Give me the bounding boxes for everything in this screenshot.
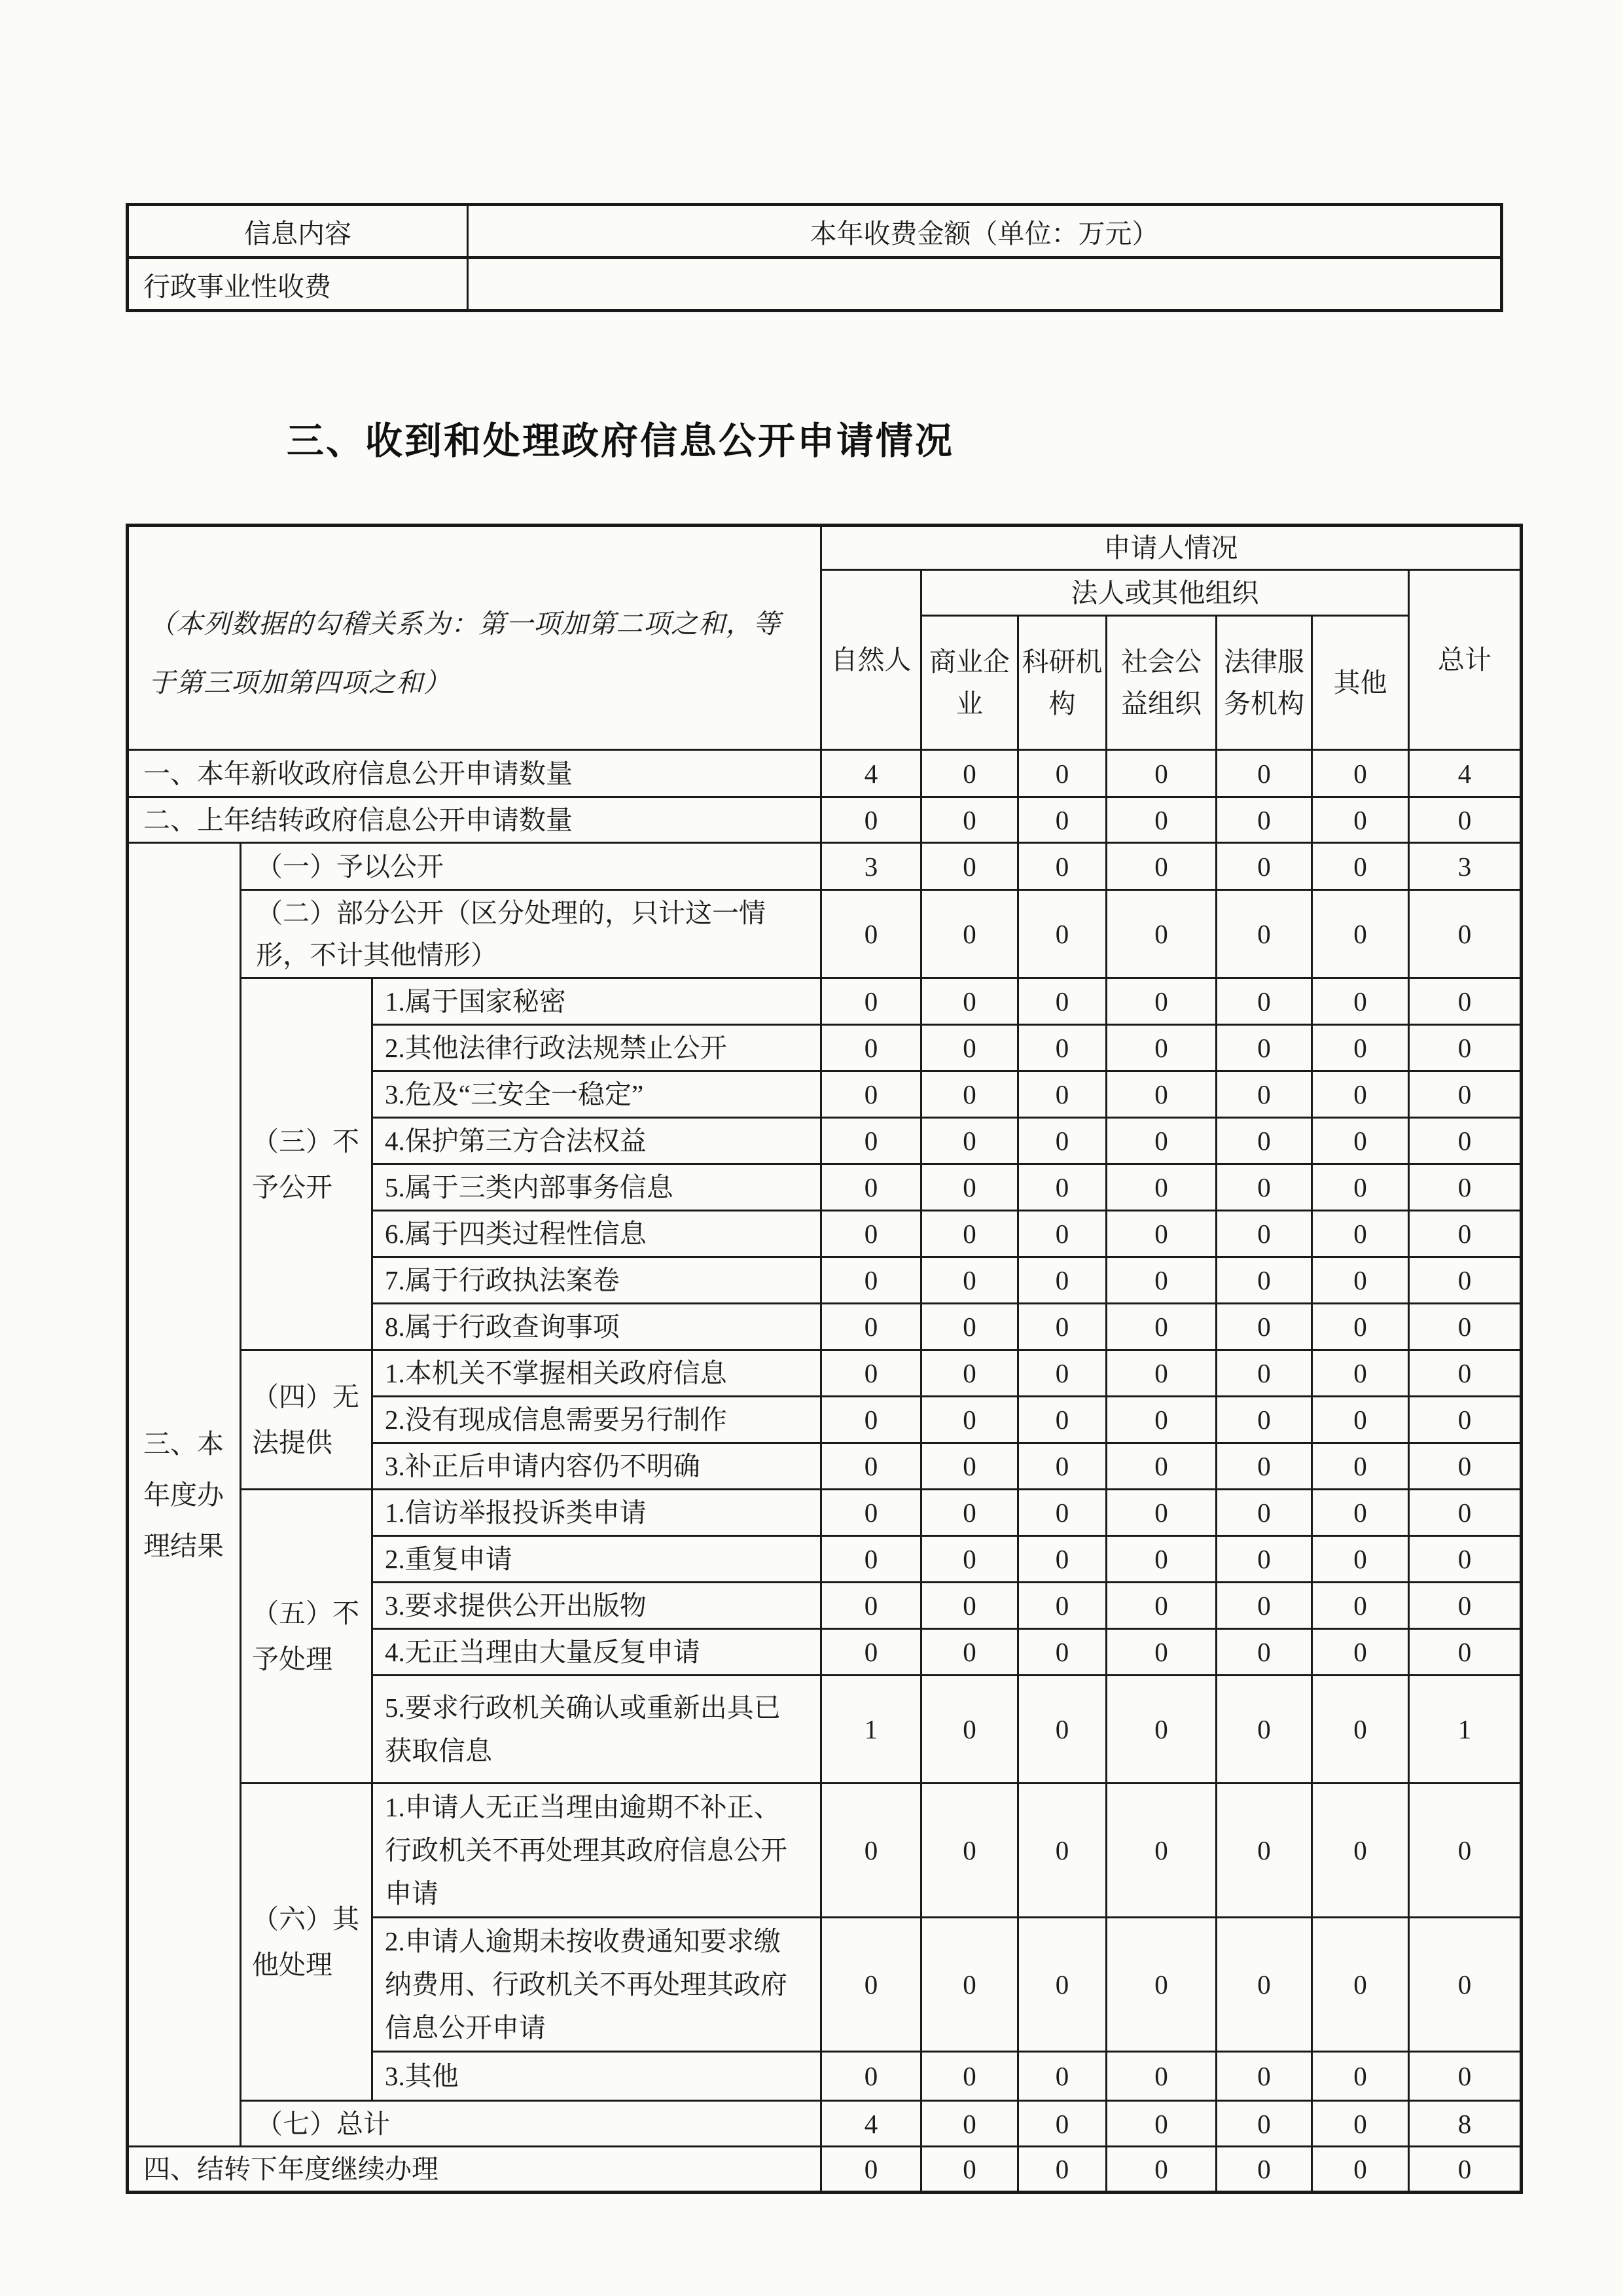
- sub-item-label: 5.属于三类内部事务信息: [372, 1164, 821, 1211]
- table-row: [128, 2101, 1522, 2147]
- value-cell: 0: [921, 2101, 1018, 2147]
- value-cell: 0: [1107, 1629, 1217, 1676]
- value-cell: 0: [1217, 1629, 1312, 1676]
- value-cell: 0: [1217, 843, 1312, 890]
- table-row: [128, 750, 1522, 797]
- value-cell: 0: [921, 978, 1018, 1025]
- value-cell: 0: [1107, 1583, 1217, 1629]
- value-cell: 0: [1107, 2147, 1217, 2193]
- sub-item-label: 4.保护第三方合法权益: [372, 1118, 821, 1164]
- value-cell: 0: [1312, 1583, 1409, 1629]
- value-cell: 0: [1018, 2052, 1107, 2101]
- value-cell: 0: [1018, 1784, 1107, 1918]
- fee-table-header-row: [128, 205, 1502, 258]
- value-cell: 0: [821, 1536, 921, 1583]
- value-cell: 0: [1217, 890, 1312, 978]
- value-cell: 0: [1217, 2052, 1312, 2101]
- col-header-total: 总计: [1409, 570, 1522, 750]
- value-cell: 0: [1409, 1536, 1522, 1583]
- value-cell: 0: [1018, 1118, 1107, 1164]
- value-cell: 0: [1018, 1918, 1107, 2052]
- value-cell: 1: [1409, 1676, 1522, 1784]
- value-cell: 0: [1409, 1350, 1522, 1397]
- table-row: [128, 843, 1522, 890]
- value-cell: 0: [1018, 890, 1107, 978]
- value-cell: 0: [1409, 1304, 1522, 1350]
- value-cell: 0: [1312, 1397, 1409, 1443]
- value-cell: 0: [1409, 1443, 1522, 1490]
- value-cell: 0: [1312, 1536, 1409, 1583]
- value-cell: 4: [1409, 750, 1522, 797]
- value-cell: 0: [821, 1784, 921, 1918]
- value-cell: 0: [821, 1629, 921, 1676]
- value-cell: 0: [821, 1025, 921, 1071]
- value-cell: 0: [1312, 797, 1409, 843]
- value-cell: 0: [921, 797, 1018, 843]
- value-cell: 0: [1018, 1676, 1107, 1784]
- application-table: [126, 524, 1523, 2194]
- sub-item-label: 2.其他法律行政法规禁止公开: [372, 1025, 821, 1071]
- sub-item-label: 2.没有现成信息需要另行制作: [372, 1397, 821, 1443]
- value-cell: 0: [1217, 750, 1312, 797]
- value-cell: 0: [1018, 1536, 1107, 1583]
- value-cell: 0: [1217, 978, 1312, 1025]
- value-cell: 0: [821, 1397, 921, 1443]
- col-header-other: 其他: [1312, 616, 1409, 750]
- value-cell: 0: [1107, 1071, 1217, 1118]
- value-cell: 0: [821, 1304, 921, 1350]
- value-cell: 0: [821, 1164, 921, 1211]
- value-cell: 0: [1018, 1257, 1107, 1304]
- value-cell: 0: [1409, 1583, 1522, 1629]
- group-label-year-result: 三、本年度办理结果: [128, 843, 241, 2147]
- section-heading: 三、收到和处理政府信息公开申请情况: [287, 420, 954, 462]
- value-cell: 0: [1217, 1071, 1312, 1118]
- fee-col-header-info: 信息内容: [128, 205, 468, 258]
- value-cell: 0: [821, 890, 921, 978]
- value-cell: 0: [1409, 978, 1522, 1025]
- value-cell: 0: [921, 843, 1018, 890]
- group-label-not-disclosed: （三）不予公开: [241, 978, 372, 1350]
- value-cell: 0: [1018, 1583, 1107, 1629]
- value-cell: 0: [1107, 1257, 1217, 1304]
- value-cell: 0: [821, 1257, 921, 1304]
- fee-table-row: [128, 258, 1502, 311]
- value-cell: 0: [1312, 1257, 1409, 1304]
- value-cell: 0: [1409, 1025, 1522, 1071]
- value-cell: 0: [1312, 1443, 1409, 1490]
- table-row: [128, 2147, 1522, 2193]
- value-cell: 0: [1107, 1676, 1217, 1784]
- value-cell: 0: [1018, 797, 1107, 843]
- value-cell: 0: [1018, 1304, 1107, 1350]
- value-cell: 0: [1312, 1211, 1409, 1257]
- value-cell: 0: [1018, 750, 1107, 797]
- value-cell: 0: [1217, 1784, 1312, 1918]
- value-cell: 0: [1409, 1257, 1522, 1304]
- value-cell: 0: [1018, 1490, 1107, 1536]
- value-cell: 0: [1107, 2052, 1217, 2101]
- value-cell: 0: [1312, 978, 1409, 1025]
- fee-row-label: 行政事业性收费: [128, 258, 468, 311]
- table-row: [128, 978, 1522, 1025]
- value-cell: 0: [1018, 2147, 1107, 2193]
- value-cell: 0: [1312, 1629, 1409, 1676]
- value-cell: 0: [921, 1304, 1018, 1350]
- value-cell: 0: [1312, 2052, 1409, 2101]
- value-cell: 0: [1018, 1164, 1107, 1211]
- value-cell: 4: [821, 2101, 921, 2147]
- value-cell: 0: [1217, 1211, 1312, 1257]
- row-label: 一、本年新收政府信息公开申请数量: [128, 750, 821, 797]
- value-cell: 0: [1018, 978, 1107, 1025]
- value-cell: 0: [921, 1583, 1018, 1629]
- value-cell: 0: [1217, 1025, 1312, 1071]
- row-label: 四、结转下年度继续办理: [128, 2147, 821, 2193]
- value-cell: 0: [1018, 2101, 1107, 2147]
- value-cell: 0: [1312, 1118, 1409, 1164]
- value-cell: 0: [821, 1490, 921, 1536]
- value-cell: 0: [1409, 1118, 1522, 1164]
- value-cell: 0: [1107, 843, 1217, 890]
- value-cell: 0: [1312, 843, 1409, 890]
- value-cell: 0: [1409, 2147, 1522, 2193]
- value-cell: 0: [1107, 1025, 1217, 1071]
- value-cell: 0: [1312, 1784, 1409, 1918]
- value-cell: 0: [921, 750, 1018, 797]
- fee-row-value: [468, 258, 1502, 311]
- value-cell: 0: [921, 1350, 1018, 1397]
- value-cell: 0: [1217, 1397, 1312, 1443]
- value-cell: 0: [1409, 1918, 1522, 2052]
- sub-item-label: 8.属于行政查询事项: [372, 1304, 821, 1350]
- col-header-legal-service: 法律服务机构: [1217, 616, 1312, 750]
- value-cell: 0: [821, 1583, 921, 1629]
- applicant-header-cell: 申请人情况: [821, 526, 1522, 570]
- col-header-welfare: 社会公益组织: [1107, 616, 1217, 750]
- value-cell: 0: [1018, 1025, 1107, 1071]
- value-cell: 0: [1107, 1350, 1217, 1397]
- value-cell: 0: [1409, 1629, 1522, 1676]
- sub-item-label: 1.申请人无正当理由逾期不补正、行政机关不再处理其政府信息公开申请: [372, 1784, 821, 1918]
- value-cell: 0: [821, 1071, 921, 1118]
- value-cell: 0: [1217, 2101, 1312, 2147]
- value-cell: 0: [1409, 2052, 1522, 2101]
- col-header-commercial: 商业企业: [921, 616, 1018, 750]
- value-cell: 0: [1018, 1397, 1107, 1443]
- sub-item-label: 3.要求提供公开出版物: [372, 1583, 821, 1629]
- sub-item-label: 4.无正当理由大量反复申请: [372, 1629, 821, 1676]
- value-cell: 0: [1312, 1025, 1409, 1071]
- value-cell: 0: [821, 1211, 921, 1257]
- value-cell: 0: [1409, 1211, 1522, 1257]
- fee-table: [126, 203, 1503, 312]
- value-cell: 8: [1409, 2101, 1522, 2147]
- value-cell: 0: [1107, 1490, 1217, 1536]
- value-cell: 0: [921, 1536, 1018, 1583]
- value-cell: 0: [1018, 1350, 1107, 1397]
- value-cell: 0: [1217, 797, 1312, 843]
- value-cell: 0: [1312, 2101, 1409, 2147]
- value-cell: 0: [1217, 1536, 1312, 1583]
- value-cell: 0: [821, 1118, 921, 1164]
- value-cell: 0: [1312, 1071, 1409, 1118]
- value-cell: 0: [921, 1490, 1018, 1536]
- table-row: [128, 797, 1522, 843]
- value-cell: 0: [1312, 1676, 1409, 1784]
- value-cell: 0: [821, 1918, 921, 2052]
- value-cell: 0: [1107, 1784, 1217, 1918]
- value-cell: 0: [921, 1397, 1018, 1443]
- value-cell: 1: [821, 1676, 921, 1784]
- value-cell: 0: [921, 890, 1018, 978]
- value-cell: 0: [921, 2052, 1018, 2101]
- group-label-other-handling: （六）其他处理: [241, 1784, 372, 2101]
- value-cell: 0: [1217, 1918, 1312, 2052]
- value-cell: 0: [1409, 797, 1522, 843]
- sub-item-label: 3.危及“三安全一稳定”: [372, 1071, 821, 1118]
- value-cell: 0: [1409, 1490, 1522, 1536]
- value-cell: 0: [1107, 1164, 1217, 1211]
- value-cell: 0: [821, 2052, 921, 2101]
- value-cell: 0: [821, 797, 921, 843]
- value-cell: 0: [1217, 1443, 1312, 1490]
- table-row: [128, 1350, 1522, 1397]
- value-cell: 0: [1107, 978, 1217, 1025]
- value-cell: 0: [1107, 2101, 1217, 2147]
- table-row: [128, 1490, 1522, 1536]
- value-cell: 0: [1409, 1397, 1522, 1443]
- value-cell: 0: [1107, 1397, 1217, 1443]
- value-cell: 0: [921, 1071, 1018, 1118]
- value-cell: 0: [1018, 1629, 1107, 1676]
- value-cell: 0: [1107, 1443, 1217, 1490]
- group-label-unable-to-provide: （四）无法提供: [241, 1350, 372, 1490]
- value-cell: 0: [1217, 1118, 1312, 1164]
- value-cell: 0: [921, 1676, 1018, 1784]
- value-cell: 0: [1107, 1918, 1217, 2052]
- sub-item-label: 3.其他: [372, 2052, 821, 2101]
- sub-item-label: 7.属于行政执法案卷: [372, 1257, 821, 1304]
- value-cell: 0: [1409, 1164, 1522, 1211]
- row-label: （二）部分公开（区分处理的，只计这一情形，不计其他情形）: [241, 890, 821, 978]
- col-header-research: 科研机构: [1018, 616, 1107, 750]
- value-cell: 0: [1312, 890, 1409, 978]
- sub-item-label: 2.重复申请: [372, 1536, 821, 1583]
- value-cell: 0: [1312, 1164, 1409, 1211]
- sub-item-label: 2.申请人逾期未按收费通知要求缴纳费用、行政机关不再处理其政府信息公开申请: [372, 1918, 821, 2052]
- sub-item-label: 1.本机关不掌握相关政府信息: [372, 1350, 821, 1397]
- note-cell: （本列数据的勾稽关系为：第一项加第二项之和，等于第三项加第四项之和）: [128, 526, 821, 750]
- value-cell: 0: [1217, 2147, 1312, 2193]
- sub-item-label: 5.要求行政机关确认或重新出具已获取信息: [372, 1676, 821, 1784]
- value-cell: 0: [921, 1443, 1018, 1490]
- value-cell: 0: [1107, 890, 1217, 978]
- sub-item-label: 1.信访举报投诉类申请: [372, 1490, 821, 1536]
- value-cell: 0: [1107, 1211, 1217, 1257]
- table-row: [128, 890, 1522, 978]
- value-cell: 0: [1217, 1583, 1312, 1629]
- value-cell: 0: [821, 1350, 921, 1397]
- value-cell: 0: [1312, 2147, 1409, 2193]
- value-cell: 0: [921, 1257, 1018, 1304]
- sub-item-label: 3.补正后申请内容仍不明确: [372, 1443, 821, 1490]
- value-cell: 0: [1018, 1443, 1107, 1490]
- value-cell: 0: [821, 1443, 921, 1490]
- sub-item-label: 6.属于四类过程性信息: [372, 1211, 821, 1257]
- fee-col-header-amount: 本年收费金额（单位：万元）: [468, 205, 1502, 258]
- value-cell: 0: [1217, 1676, 1312, 1784]
- value-cell: 0: [1409, 890, 1522, 978]
- value-cell: 0: [921, 1918, 1018, 2052]
- value-cell: 3: [1409, 843, 1522, 890]
- value-cell: 0: [1107, 750, 1217, 797]
- table-row: [128, 1784, 1522, 1918]
- value-cell: 0: [1312, 1490, 1409, 1536]
- value-cell: 0: [1312, 1918, 1409, 2052]
- value-cell: 0: [1217, 1164, 1312, 1211]
- row-label: （七）总计: [241, 2101, 821, 2147]
- value-cell: 0: [921, 1211, 1018, 1257]
- value-cell: 0: [1217, 1304, 1312, 1350]
- value-cell: 0: [921, 1784, 1018, 1918]
- value-cell: 0: [921, 1025, 1018, 1071]
- value-cell: 0: [1018, 843, 1107, 890]
- col-header-org-group: 法人或其他组织: [921, 570, 1409, 616]
- value-cell: 0: [821, 978, 921, 1025]
- group-label-not-processed: （五）不予处理: [241, 1490, 372, 1784]
- value-cell: 0: [921, 1118, 1018, 1164]
- value-cell: 0: [921, 1164, 1018, 1211]
- value-cell: 0: [1217, 1257, 1312, 1304]
- value-cell: 0: [1312, 1304, 1409, 1350]
- value-cell: 0: [921, 2147, 1018, 2193]
- value-cell: 0: [1312, 750, 1409, 797]
- sub-item-label: 1.属于国家秘密: [372, 978, 821, 1025]
- value-cell: 0: [1217, 1490, 1312, 1536]
- value-cell: 0: [1409, 1071, 1522, 1118]
- value-cell: 4: [821, 750, 921, 797]
- value-cell: 0: [1217, 1350, 1312, 1397]
- col-header-natural-person: 自然人: [821, 570, 921, 750]
- value-cell: 0: [821, 2147, 921, 2193]
- value-cell: 0: [1107, 797, 1217, 843]
- row-label: （一）予以公开: [241, 843, 821, 890]
- value-cell: 0: [1018, 1071, 1107, 1118]
- row-label: 二、上年结转政府信息公开申请数量: [128, 797, 821, 843]
- value-cell: 0: [921, 1629, 1018, 1676]
- value-cell: 0: [1312, 1350, 1409, 1397]
- value-cell: 0: [1107, 1304, 1217, 1350]
- value-cell: 3: [821, 843, 921, 890]
- value-cell: 0: [1018, 1211, 1107, 1257]
- value-cell: 0: [1409, 1784, 1522, 1918]
- value-cell: 0: [1107, 1536, 1217, 1583]
- value-cell: 0: [1107, 1118, 1217, 1164]
- header-row-1: [128, 526, 1522, 570]
